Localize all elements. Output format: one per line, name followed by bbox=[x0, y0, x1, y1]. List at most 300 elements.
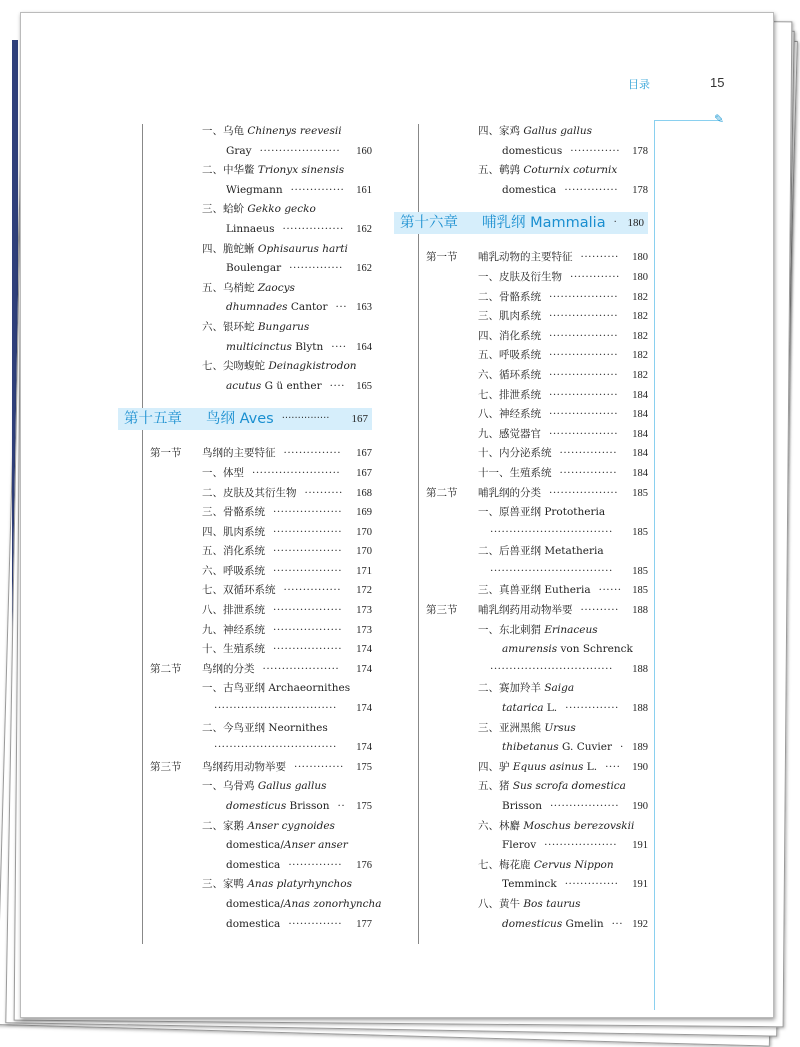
page-ref: 167 bbox=[356, 448, 372, 460]
entry-text bbox=[478, 601, 573, 621]
entry-label: 九、感觉器官 bbox=[478, 427, 541, 440]
toc-entry bbox=[150, 523, 372, 543]
page-ref: 185 bbox=[632, 487, 648, 499]
page-ref: 188 bbox=[632, 605, 648, 617]
author-name: Brisson bbox=[286, 800, 330, 812]
page-ref: 175 bbox=[356, 761, 372, 773]
entry-label: 六、林麝 bbox=[478, 819, 524, 832]
toc-entry bbox=[426, 346, 648, 366]
latin-name: Sus scrofa domestica bbox=[512, 780, 626, 793]
entry-label: Boulengar bbox=[226, 262, 282, 275]
leader-dots: · bbox=[613, 217, 617, 229]
author-name: L. bbox=[543, 702, 558, 715]
entry-label: domestica/ bbox=[226, 897, 284, 910]
entry-text bbox=[202, 719, 328, 739]
entry-label: 十一、生殖系统 bbox=[478, 466, 552, 479]
entry-label: 四、消化系统 bbox=[478, 329, 541, 342]
entry-text bbox=[478, 503, 605, 523]
author-name: von Schrenck bbox=[557, 643, 633, 656]
page-ref: 175 bbox=[356, 801, 372, 812]
entry-text bbox=[226, 259, 281, 279]
leader-dots: ·················· bbox=[549, 486, 619, 499]
toc-entry bbox=[426, 915, 648, 935]
leader-dots: ·················· bbox=[549, 368, 619, 381]
latin-name: domesticus bbox=[226, 800, 287, 812]
chapter-page: 167 bbox=[351, 413, 368, 426]
entry-label: 一、原兽亚纲 Prototheria bbox=[478, 506, 606, 519]
entry-label: 十、生殖系统 bbox=[202, 643, 265, 656]
latin-name: Trionyx sinensis bbox=[257, 164, 345, 177]
entry-text bbox=[478, 405, 541, 425]
entry-text bbox=[478, 366, 541, 386]
entry-text bbox=[502, 181, 556, 201]
leader-dots: ··············· bbox=[559, 447, 618, 460]
entry-text bbox=[478, 719, 576, 739]
entry-text bbox=[502, 797, 542, 817]
entry-label: 哺乳动物的主要特征 bbox=[478, 251, 573, 264]
toc-entry bbox=[426, 875, 648, 895]
chapter-heading bbox=[394, 212, 648, 234]
entry-label: 二、中华鳖 bbox=[202, 164, 258, 177]
entry-label: 四、脆蛇蜥 bbox=[202, 242, 258, 255]
toc-entry bbox=[150, 220, 372, 240]
running-header-title: 目录 bbox=[628, 78, 650, 91]
page-ref: 171 bbox=[356, 565, 372, 577]
page-ref: 161 bbox=[356, 184, 372, 196]
page-ref: 188 bbox=[632, 663, 648, 675]
entry-text bbox=[202, 503, 265, 523]
chapter-title: 哺乳纲 Mammalia bbox=[482, 215, 606, 232]
page-ref: 180 bbox=[632, 271, 648, 283]
section-label: 第三节 bbox=[150, 760, 182, 773]
page-ref: 182 bbox=[632, 369, 648, 381]
latin-name: acutus bbox=[226, 379, 262, 392]
leader-dots: ··· bbox=[611, 917, 624, 930]
page-ref: 184 bbox=[632, 389, 648, 401]
entry-text bbox=[202, 357, 357, 377]
page-ref: 176 bbox=[356, 859, 372, 871]
leader-dots: ·················· bbox=[273, 564, 343, 577]
toc-section bbox=[426, 248, 648, 268]
entry-text bbox=[502, 640, 633, 660]
entry-label: 五、乌梢蛇 bbox=[202, 281, 258, 294]
entry-text bbox=[202, 758, 286, 778]
entry-text bbox=[478, 425, 541, 445]
toc-entry bbox=[150, 601, 372, 621]
author-name: Cantor bbox=[287, 301, 328, 314]
leader-dots: ·················· bbox=[273, 525, 343, 538]
latin-name: Gekko gecko bbox=[247, 203, 316, 216]
page-ref: 167 bbox=[356, 467, 372, 479]
toc-entry bbox=[150, 240, 372, 260]
leader-dots: ································ bbox=[490, 662, 613, 675]
page-ref: 189 bbox=[632, 742, 648, 754]
toc-entry bbox=[150, 338, 372, 358]
latin-name: Bos taurus bbox=[523, 897, 581, 910]
entry-label: 八、排泄系统 bbox=[202, 604, 265, 617]
section-label: 第二节 bbox=[150, 662, 182, 675]
page-ref: 182 bbox=[632, 350, 648, 362]
toc-entry bbox=[150, 181, 372, 201]
page-ref: 188 bbox=[632, 703, 648, 715]
page-ref: 170 bbox=[356, 546, 372, 558]
toc-entry bbox=[426, 679, 648, 699]
entry-label: 五、猪 bbox=[478, 780, 513, 793]
entry-text bbox=[202, 601, 265, 621]
entry-text bbox=[478, 856, 614, 876]
section-label: 第二节 bbox=[426, 486, 458, 499]
latin-name: Moschus berezovskii bbox=[523, 819, 635, 832]
toc-entry bbox=[426, 122, 648, 142]
entry-text bbox=[478, 248, 573, 268]
leader-dots: ······················· bbox=[252, 466, 341, 479]
entry-label: 四、家鸡 bbox=[478, 125, 524, 137]
toc-entry bbox=[426, 758, 648, 778]
leader-dots: ·········· bbox=[304, 486, 343, 499]
latin-name: Gallus gallus bbox=[523, 125, 593, 137]
entry-text bbox=[226, 895, 382, 915]
leader-dots: ·············· bbox=[288, 858, 343, 871]
entry-text bbox=[202, 875, 352, 895]
entry-label: Temminck bbox=[502, 878, 557, 891]
entry-text bbox=[478, 161, 617, 181]
toc-entry bbox=[426, 181, 648, 201]
toc-entry bbox=[426, 523, 648, 543]
toc-entry bbox=[426, 268, 648, 288]
toc-entry bbox=[426, 640, 648, 660]
toc-entry bbox=[426, 366, 648, 386]
leader-dots: ·············· bbox=[565, 702, 619, 715]
toc-entry bbox=[150, 318, 372, 338]
entry-text bbox=[502, 875, 557, 895]
entry-text bbox=[226, 856, 280, 876]
entry-text bbox=[502, 738, 612, 758]
page-ref: 174 bbox=[356, 663, 372, 675]
leader-dots: ·················· bbox=[549, 310, 619, 323]
page-ref: 180 bbox=[632, 252, 648, 264]
latin-name: Ursus bbox=[544, 721, 576, 734]
leader-dots: ·················· bbox=[549, 800, 620, 812]
entry-label: 四、驴 bbox=[478, 760, 513, 773]
latin-name: Zaocys bbox=[257, 281, 295, 294]
page-ref: 191 bbox=[632, 879, 648, 891]
latin-name: Saiga bbox=[544, 682, 575, 695]
page-ref: 163 bbox=[356, 302, 372, 314]
page-ref: 162 bbox=[356, 263, 372, 275]
entry-label: Flerov bbox=[502, 839, 537, 852]
pen-icon: ✎ bbox=[714, 112, 725, 126]
leader-dots: ································ bbox=[490, 525, 613, 538]
entry-text bbox=[202, 817, 335, 837]
latin-name: multicinctus bbox=[226, 340, 292, 353]
leader-dots: ·················· bbox=[549, 329, 619, 342]
entry-text bbox=[478, 307, 541, 327]
entry-label: 一、皮肤及衍生物 bbox=[478, 270, 562, 283]
leader-dots: ···· bbox=[605, 760, 621, 773]
entry-label: 三、蛤蚧 bbox=[202, 203, 248, 216]
entry-label: 七、尖吻蝮蛇 bbox=[202, 360, 269, 373]
latin-name: tatarica bbox=[502, 702, 544, 715]
leader-dots: ·················· bbox=[549, 408, 619, 421]
section-label: 第一节 bbox=[426, 251, 458, 264]
entry-text bbox=[478, 268, 562, 288]
entry-label: 二、后兽亚纲 Metatheria bbox=[478, 545, 604, 558]
page-ref: 164 bbox=[356, 341, 372, 353]
leader-dots: ·················· bbox=[273, 623, 343, 636]
chapter-title: 鸟纲 Aves bbox=[206, 411, 274, 428]
entry-text bbox=[202, 777, 327, 797]
toc-entry bbox=[150, 719, 372, 739]
leader-dots: ············· bbox=[294, 760, 344, 773]
toc-section bbox=[426, 601, 648, 621]
leader-dots: ··············· bbox=[281, 413, 330, 425]
toc-entry bbox=[426, 542, 648, 562]
entry-label: 鸟纲的分类 bbox=[202, 662, 255, 675]
entry-text bbox=[202, 640, 265, 660]
page-ref: 184 bbox=[632, 467, 648, 479]
entry-text bbox=[226, 181, 283, 201]
entry-label: 六、银环蛇 bbox=[202, 320, 258, 333]
entry-label: 三、骨骼系统 bbox=[202, 506, 265, 519]
section-label: 第三节 bbox=[426, 604, 458, 617]
toc-entry bbox=[426, 405, 648, 425]
entry-text bbox=[202, 279, 295, 299]
entry-label: 八、神经系统 bbox=[478, 408, 541, 421]
leader-dots: ······ bbox=[598, 584, 622, 597]
chapter-page: 180 bbox=[627, 217, 644, 230]
latin-name: dhumnades bbox=[226, 301, 288, 314]
toc-entry bbox=[150, 357, 372, 377]
entry-text bbox=[478, 444, 552, 464]
entry-label: domestica bbox=[226, 917, 281, 930]
toc-entry bbox=[426, 503, 648, 523]
toc-entry bbox=[426, 797, 648, 817]
leader-dots: ···· bbox=[331, 340, 347, 353]
toc-entry bbox=[150, 777, 372, 797]
page-ref: 173 bbox=[356, 624, 372, 636]
page-ref: 184 bbox=[632, 428, 648, 440]
toc-entry bbox=[426, 425, 648, 445]
entry-label: 二、赛加羚羊 bbox=[478, 682, 545, 695]
entry-label: 一、体型 bbox=[202, 466, 244, 479]
entry-text bbox=[226, 220, 274, 240]
toc-entry bbox=[426, 562, 648, 582]
leader-dots: ·················· bbox=[549, 427, 619, 440]
toc-section bbox=[150, 444, 372, 464]
toc-entry bbox=[150, 484, 372, 504]
latin-name: thibetanus bbox=[502, 741, 559, 754]
toc-entry bbox=[150, 562, 372, 582]
entry-text bbox=[226, 836, 348, 856]
leader-dots: ················ bbox=[282, 222, 344, 235]
leader-dots: ··············· bbox=[283, 447, 342, 460]
entry-text bbox=[226, 797, 330, 817]
toc-entry bbox=[150, 621, 372, 641]
toc-entry bbox=[150, 259, 372, 279]
leader-dots: ································ bbox=[214, 702, 337, 715]
toc-entry bbox=[150, 856, 372, 876]
page-ref: 174 bbox=[356, 742, 372, 754]
page-ref: 182 bbox=[632, 311, 648, 323]
entry-text bbox=[478, 621, 598, 641]
leader-dots: ···················· bbox=[262, 662, 340, 675]
page-ref: 168 bbox=[356, 487, 372, 499]
page-ref: 160 bbox=[356, 145, 372, 157]
entry-text bbox=[502, 699, 557, 719]
entry-text bbox=[202, 542, 265, 562]
leader-dots: ·················· bbox=[549, 388, 619, 401]
entry-label: 一、乌龟 bbox=[202, 125, 248, 137]
entry-label: 哺乳纲药用动物举要 bbox=[478, 604, 573, 617]
leader-dots: ································ bbox=[490, 564, 613, 577]
entry-label: 四、肌肉系统 bbox=[202, 525, 265, 538]
leader-dots: ·················· bbox=[273, 604, 343, 617]
toc-entry bbox=[426, 307, 648, 327]
latin-name: Gallus gallus bbox=[257, 780, 327, 793]
entry-label: Brisson bbox=[502, 800, 542, 812]
latin-name: Anas platyrhynchos bbox=[247, 878, 352, 891]
toc-entry bbox=[426, 464, 648, 484]
toc-column-left bbox=[124, 122, 382, 934]
entry-text bbox=[202, 484, 297, 504]
entry-label: Linnaeus bbox=[226, 222, 275, 235]
entry-text bbox=[202, 161, 344, 181]
latin-name: Ophisaurus harti bbox=[257, 242, 348, 255]
leader-dots: ··· bbox=[335, 301, 348, 314]
entry-text bbox=[202, 562, 265, 582]
entry-label: 五、鹌鹑 bbox=[478, 164, 524, 177]
entry-text bbox=[202, 464, 244, 484]
latin-name: Chinenys reevesii bbox=[247, 125, 342, 137]
toc-entry bbox=[150, 817, 372, 837]
toc-entry bbox=[150, 679, 372, 699]
entry-text bbox=[478, 122, 592, 142]
latin-name: Anser cygnoides bbox=[247, 819, 335, 832]
page-ref: 185 bbox=[632, 585, 648, 597]
entry-label: Gray bbox=[226, 144, 252, 157]
leader-dots: ·················· bbox=[549, 290, 619, 303]
entry-label: 哺乳纲的分类 bbox=[478, 486, 541, 499]
entry-label: 五、消化系统 bbox=[202, 545, 265, 558]
entry-text bbox=[202, 523, 265, 543]
decor-line-vertical bbox=[654, 120, 655, 1010]
entry-label: 一、古鸟亚纲 Archaeornithes bbox=[202, 682, 351, 695]
entry-label: 一、东北刺猬 bbox=[478, 623, 545, 636]
page-number: 15 bbox=[710, 75, 725, 90]
toc-page bbox=[20, 12, 774, 1018]
toc-entry bbox=[150, 738, 372, 758]
toc-entry bbox=[426, 817, 648, 837]
entry-text bbox=[478, 777, 626, 797]
leader-dots: ·············· bbox=[290, 183, 345, 196]
author-name: Blytn bbox=[291, 340, 324, 353]
toc-entry bbox=[426, 738, 648, 758]
toc-entry bbox=[150, 200, 372, 220]
entry-label: 三、亚洲黑熊 bbox=[478, 721, 545, 734]
latin-name: Coturnix coturnix bbox=[523, 164, 618, 177]
page-ref: 169 bbox=[356, 507, 372, 519]
toc-entry bbox=[426, 895, 648, 915]
page-ref: 173 bbox=[356, 605, 372, 617]
toc-section bbox=[426, 484, 648, 504]
entry-label: 十、内分泌系统 bbox=[478, 447, 552, 460]
leader-dots: ·········· bbox=[580, 251, 619, 264]
leader-dots: ··················· bbox=[544, 839, 618, 852]
latin-name: Erinaceus bbox=[544, 623, 598, 636]
entry-text bbox=[202, 444, 276, 464]
entry-label: domestica bbox=[226, 858, 281, 871]
toc-section bbox=[150, 758, 372, 778]
toc-entry bbox=[426, 777, 648, 797]
leader-dots: ·············· bbox=[289, 262, 343, 275]
toc-entry bbox=[150, 279, 372, 299]
toc-entry bbox=[150, 640, 372, 660]
entry-text bbox=[226, 142, 252, 162]
toc-entry bbox=[426, 621, 648, 641]
toc-entry bbox=[426, 699, 648, 719]
toc-entry bbox=[150, 542, 372, 562]
toc-entry bbox=[150, 797, 372, 817]
entry-text bbox=[202, 660, 255, 680]
toc-entry bbox=[150, 161, 372, 181]
leader-dots: ·················· bbox=[273, 545, 343, 558]
toc-entry bbox=[150, 503, 372, 523]
entry-label: domestica/ bbox=[226, 839, 284, 852]
page-ref: 174 bbox=[356, 644, 372, 656]
entry-text bbox=[478, 288, 541, 308]
toc-entry bbox=[426, 142, 648, 162]
page-ref: 184 bbox=[632, 409, 648, 421]
leader-dots: ·················· bbox=[273, 643, 343, 656]
author-name: L. bbox=[583, 760, 598, 773]
entry-label: 六、循环系统 bbox=[478, 368, 541, 381]
toc-entry bbox=[426, 581, 648, 601]
leader-dots: ··············· bbox=[283, 584, 342, 597]
leader-dots: ············· bbox=[570, 144, 621, 157]
entry-text bbox=[478, 817, 634, 837]
entry-label: 二、今鸟亚纲 Neornithes bbox=[202, 721, 328, 734]
toc-entry bbox=[426, 288, 648, 308]
author-name: Gmelin bbox=[562, 917, 604, 930]
leader-dots: ····················· bbox=[259, 144, 341, 157]
entry-text bbox=[478, 758, 597, 778]
entry-text bbox=[478, 464, 552, 484]
leader-dots: ·················· bbox=[273, 506, 343, 519]
page-ref: 172 bbox=[356, 585, 372, 597]
leader-dots: ·············· bbox=[288, 917, 343, 930]
author-name: G. Cuvier bbox=[558, 741, 613, 754]
toc-entry bbox=[426, 444, 648, 464]
entry-text bbox=[202, 621, 265, 641]
entry-text bbox=[202, 200, 316, 220]
author-name: G ü enther bbox=[261, 379, 322, 392]
page-ref: 177 bbox=[356, 918, 372, 930]
leader-dots: ···· bbox=[329, 379, 345, 392]
page-ref: 165 bbox=[356, 380, 372, 392]
leader-dots: ·············· bbox=[564, 878, 619, 891]
page-ref: 184 bbox=[632, 448, 648, 460]
chapter-heading bbox=[118, 408, 372, 430]
leader-dots: ·········· bbox=[580, 604, 619, 617]
toc-entry bbox=[150, 875, 372, 895]
entry-label: 七、双循环系统 bbox=[202, 584, 276, 597]
entry-label: 三、肌肉系统 bbox=[478, 310, 541, 323]
entry-label: 七、梅花鹿 bbox=[478, 858, 534, 871]
entry-text bbox=[502, 836, 536, 856]
leader-dots: · bbox=[620, 741, 624, 754]
toc-entry bbox=[150, 377, 372, 397]
entry-text bbox=[226, 338, 323, 358]
